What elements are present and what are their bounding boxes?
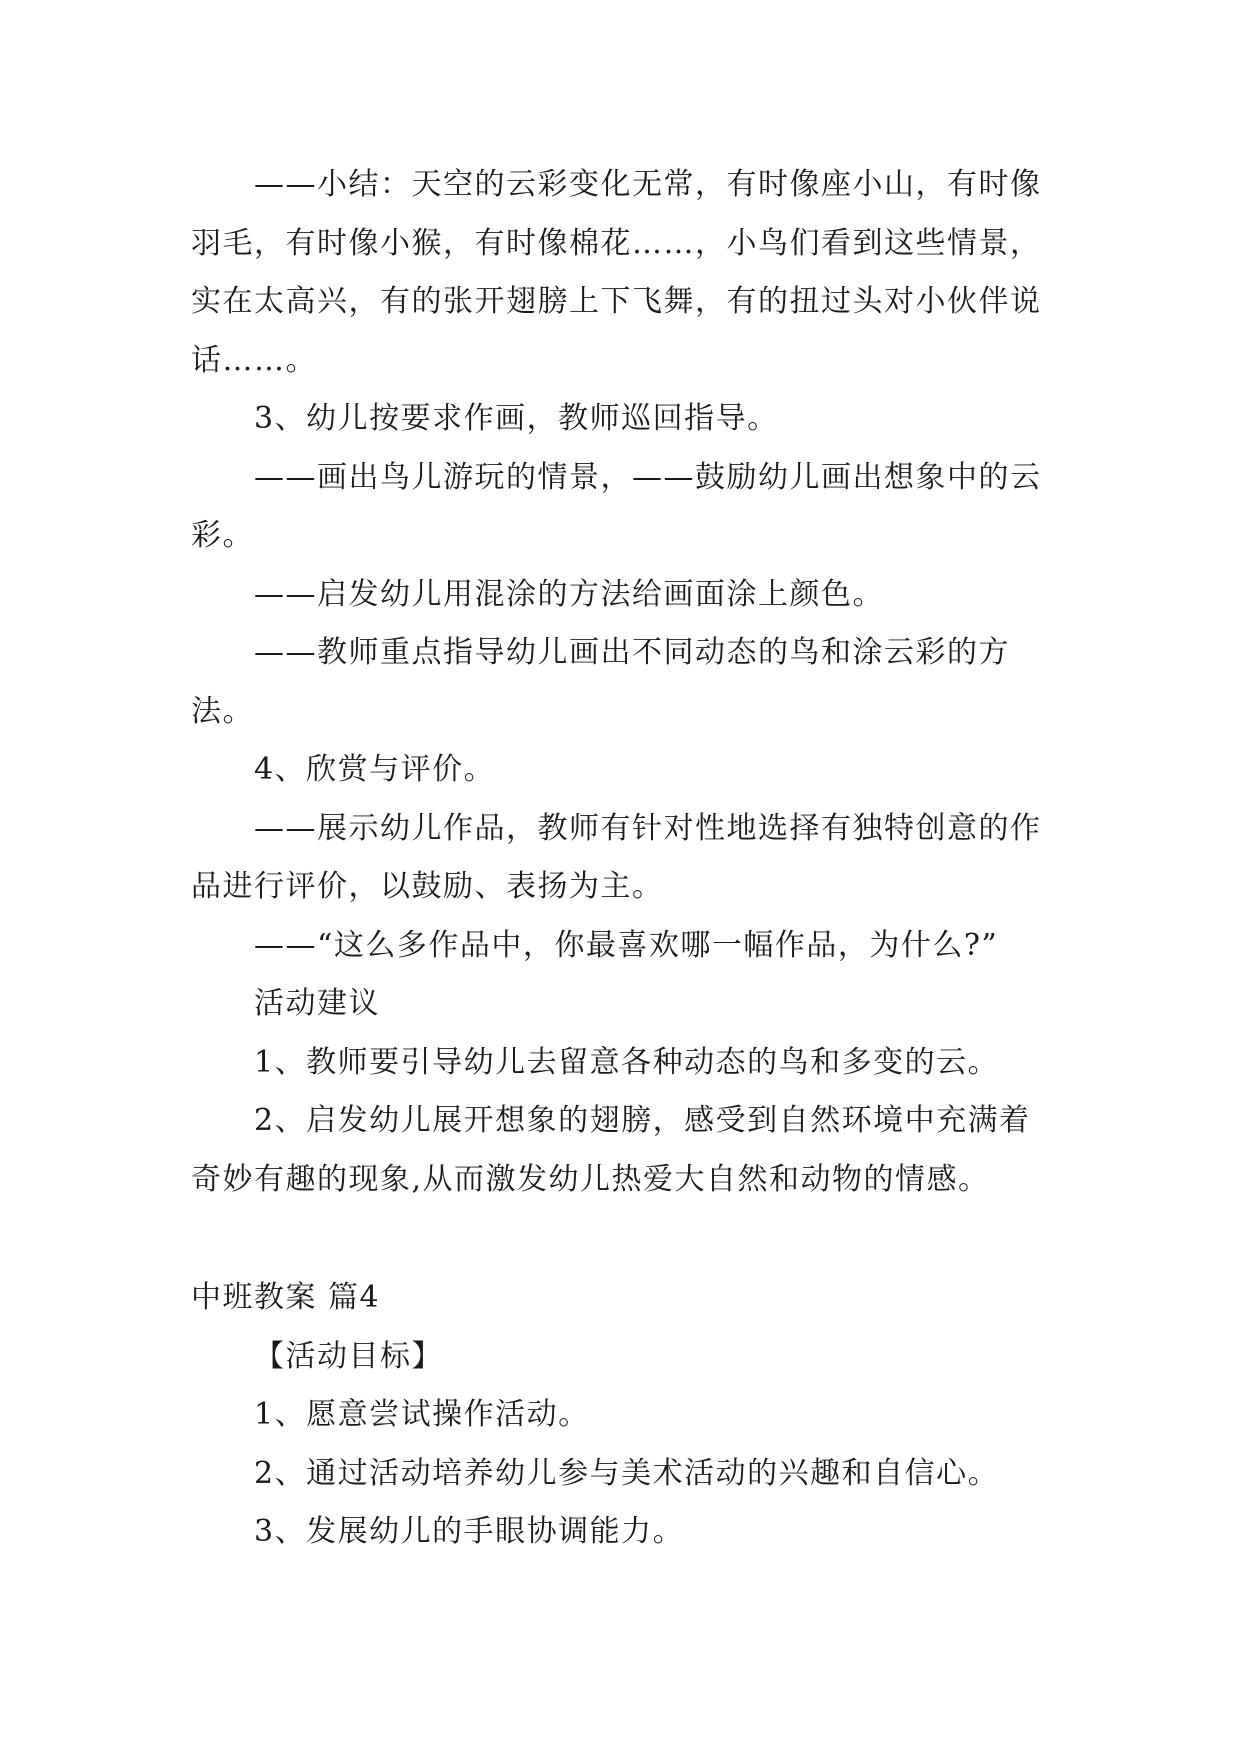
paragraph-objective-3: 3、发展幼儿的手眼协调能力。 <box>254 1514 685 1549</box>
paragraph-objective-1: 1、愿意尝试操作活动。 <box>254 1397 590 1432</box>
paragraph-objective-2: 2、通过活动培养幼儿参与美术活动的兴趣和自信心。 <box>254 1455 1000 1491</box>
paragraph-suggestions-heading: 活动建议 <box>254 986 380 1021</box>
paragraph-objectives-heading: 【活动目标】 <box>254 1338 443 1374</box>
paragraph-step-3-b: ——启发幼儿用混涂的方法给画面涂上颜色。 <box>254 576 884 612</box>
paragraph-step-3-a: ——画出鸟儿游玩的情景，——鼓励幼儿画出想象中的云彩。 <box>191 459 1042 553</box>
paragraph-summary: ——小结：天空的云彩变化无常，有时像座小山，有时像羽毛，有时像小猴，有时像棉花……，小鸟们看到这些情景，实在太高兴，有的张开翅膀上下飞舞，有的扭过头对小伙伴说话……。 <box>191 167 1042 378</box>
section-title: 中班教案 篇4 <box>191 1280 381 1315</box>
paragraph-step-3: 3、幼儿按要求作画，教师巡回指导。 <box>254 401 779 436</box>
paragraph-suggestion-1: 1、教师要引导幼儿去留意各种动态的鸟和多变的云。 <box>254 1044 1000 1080</box>
section-spacer <box>191 1209 1051 1269</box>
paragraph-step-4-a: ——展示幼儿作品，教师有针对性地选择有独特创意的作品进行评价，以鼓励、表扬为主。 <box>191 810 1042 904</box>
paragraph-step-4: 4、欣赏与评价。 <box>254 752 496 787</box>
paragraph-step-3-c: ——教师重点指导幼儿画出不同动态的鸟和涂云彩的方法。 <box>191 635 1010 729</box>
paragraph-step-4-b: ——“这么多作品中，你最喜欢哪一幅作品，为什么?” <box>254 927 999 963</box>
paragraph-suggestion-2: 2、启发幼儿展开想象的翅膀，感受到自然环境中充满着奇妙有趣的现象,从而激发幼儿热爱大自然和动物的情感。 <box>191 1103 1031 1197</box>
document-body <box>191 156 1051 1562</box>
